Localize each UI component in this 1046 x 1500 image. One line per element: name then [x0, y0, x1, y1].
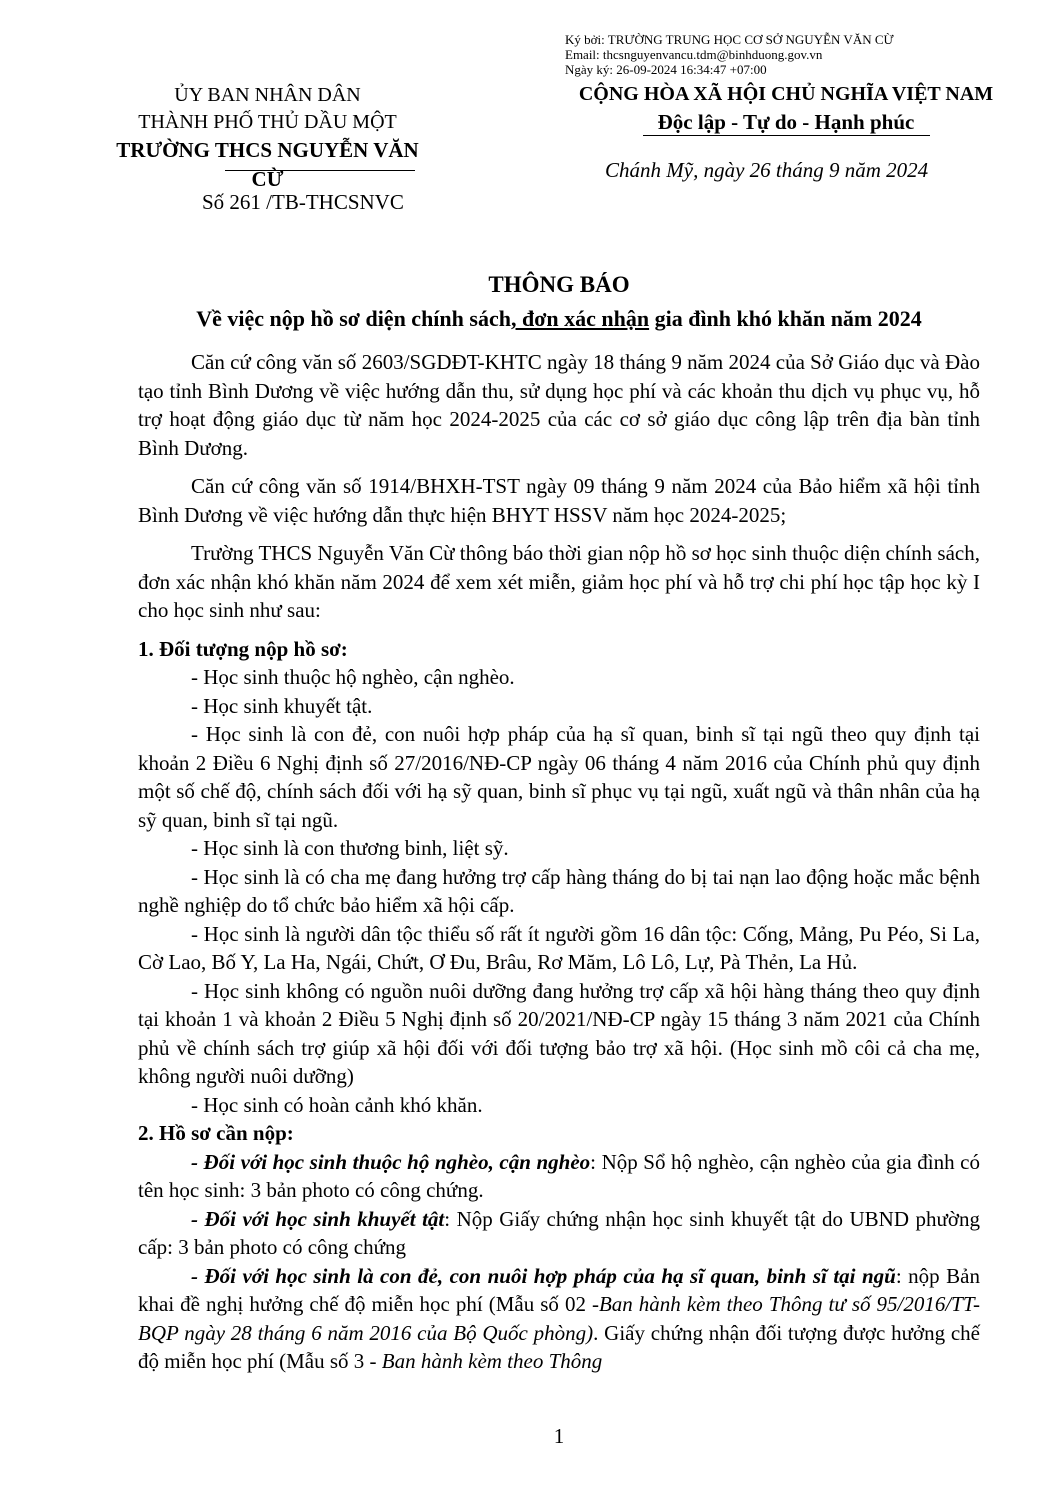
item-label: - Đối với học sinh khuyết tật — [191, 1206, 445, 1231]
page-number: 1 — [553, 1424, 565, 1448]
list-item: - Học sinh khuyết tật. — [191, 693, 373, 718]
document-title: THÔNG BÁO — [488, 272, 630, 297]
motto: Độc lập - Tự do - Hạnh phúc — [657, 110, 915, 134]
list-item — [138, 1205, 980, 1262]
document-number: Số 261 /TB-THCSNVC — [202, 190, 404, 214]
left-divider — [225, 170, 415, 171]
signature-signer: Ký bởi: TRƯỜNG TRUNG HỌC CƠ SỞ NGUYỄN VĂN CỪ — [565, 32, 894, 47]
item-text: : nộp Bản khai đề nghị hưởng chế độ miễn học phí (Mẫu số 02 - — [138, 1263, 981, 1316]
paragraph-2: Căn cứ công văn số 1914/BHXH-TST ngày 09 tháng 9 năm 2024 của Bảo hiểm xã hội tỉnh Bình Dương về việc hướng dẫn thực hiện BHYT HSSV năm học 2024-2025; — [138, 474, 980, 527]
list-item — [138, 1148, 980, 1205]
section-2-heading: 2. Hồ sơ cần nộp: — [138, 1121, 294, 1145]
authority-line-1: ỦY BAN NHÂN DÂN — [174, 84, 361, 106]
item-label: - Đối với học sinh thuộc hộ nghèo, cận nghèo — [191, 1149, 591, 1174]
list-item: - Học sinh là con thương binh, liệt sỹ. — [191, 836, 509, 860]
list-item: - Học sinh là có cha mẹ đang hưởng trợ cấp hàng tháng do bị tai nạn lao động hoặc mắc bệnh nghề nghiệp do tổ chức bảo hiểm xã hội cấp. — [138, 864, 980, 917]
document-subtitle — [0, 306, 1046, 332]
item-text-italic: Ban hành kèm theo Thông — [381, 1349, 603, 1373]
country-name: CỘNG HÒA XÃ HỘI CHỦ NGHĨA VIỆT NAM — [578, 83, 994, 105]
right-divider — [643, 135, 930, 136]
digital-signature-stamp — [565, 32, 894, 77]
item-text: . Giấy chứng nhận đối tượng được hưởng chế độ miễn học phí (Mẫu số 3 - — [138, 1320, 980, 1373]
list-item: - Học sinh là con đẻ, con nuôi hợp pháp của hạ sĩ quan, binh sĩ tại ngũ theo quy định tại khoản 2 Điều 6 Nghị định số 27/2016/NĐ-CP ngày 06 tháng 4 năm 2016 của Chính phủ quy định một số chế độ, chính sách đối với hạ sỹ quan, binh sĩ phục vụ tại ngũ, xuất ngũ và thân nhân của hạ sỹ quan, binh sĩ tại ngũ. — [138, 722, 980, 832]
list-item: - Học sinh không có nguồn nuôi dưỡng đang hưởng trợ cấp xã hội hàng tháng theo quy định tại khoản 1 và khoản 2 Điều 5 Nghị định số 20/2021/NĐ-CP ngày 15 tháng 3 năm 2021 của Chính phủ về chính sách trợ giúp xã hội đối với đối tượng bảo trợ xã hội. (Học sinh mồ côi cả cha mẹ, không người nuôi dưỡng) — [138, 978, 980, 1088]
item-text: : Nộp Sổ hộ nghèo, cận nghèo của gia đình có tên học sinh: 3 bản photo có công chứng. — [138, 1149, 980, 1202]
section-1-heading: 1. Đối tượng nộp hồ sơ: — [138, 636, 348, 661]
school-name: TRƯỜNG THCS NGUYỄN VĂN CỪ — [116, 138, 419, 191]
list-item: - Học sinh thuộc hộ nghèo, cận nghèo. — [191, 665, 515, 689]
issuing-authority — [100, 82, 435, 194]
paragraph-3: Trường THCS Nguyễn Văn Cừ thông báo thời gian nộp hồ sơ học sinh thuộc diện chính sách, đơn xác nhận khó khăn năm 2024 để xem xét miễn, giảm học phí và hỗ trợ chi phí học tập học kỳ I cho học sinh như sau: — [138, 541, 980, 622]
date-line: Chánh Mỹ, ngày 26 tháng 9 năm 2024 — [605, 158, 929, 182]
subtitle-part-2: , đơn xác nhận — [510, 306, 650, 331]
subtitle-part-1: Về việc nộp hồ sơ diện chính sách — [196, 306, 511, 331]
signature-email: Email: thcsnguyenvancu.tdm@binhduong.gov.vn — [565, 47, 823, 62]
subtitle-part-3: gia đình khó khăn năm 2024 — [649, 306, 922, 331]
item-text: : Nộp Giấy chứng nhận học sinh khuyết tật do UBND phường cấp: 3 bản photo có công chứng — [138, 1206, 980, 1259]
document-body — [138, 348, 980, 1376]
list-item: - Học sinh là người dân tộc thiểu số rất ít người gồm 16 dân tộc: Cống, Mảng, Pu Péo, Si La, Cờ Lao, Bố Y, La Ha, Ngái, Chứt, Ơ Đu, Brâu, Rơ Măm, Lô Lô, Lự, Pà Thẻn, La Hủ. — [138, 921, 980, 974]
item-label: - Đối với học sinh là con đẻ, con nuôi hợp pháp của hạ sĩ quan, binh sĩ tại ngũ — [191, 1263, 896, 1288]
item-text-italic: Ban hành kèm theo Thông tư số 95/2016/TT-BQP ngày 28 tháng 6 năm 2016 của Bộ Quốc phòng) — [138, 1292, 980, 1345]
authority-line-2: THÀNH PHỐ THỦ DẦU MỘT — [138, 111, 397, 133]
list-item: - Học sinh có hoàn cảnh khó khăn. — [191, 1092, 483, 1117]
signature-date: Ngày ký: 26-09-2024 16:34:47 +07:00 — [565, 62, 767, 77]
list-item — [138, 1262, 980, 1376]
paragraph-1: Căn cứ công văn số 2603/SGDĐT-KHTC ngày 18 tháng 9 năm 2024 của Sở Giáo dục và Đào tạo tỉnh Bình Dương về việc hướng dẫn thu, sử dụng học phí và các khoản thu dịch vụ phục vụ, hỗ trợ hoạt động giáo dục từ năm học 2024-2025 của các cơ sở giáo dục công lập trên địa bàn tỉnh Bình Dương. — [138, 350, 980, 460]
national-motto — [555, 80, 1017, 136]
